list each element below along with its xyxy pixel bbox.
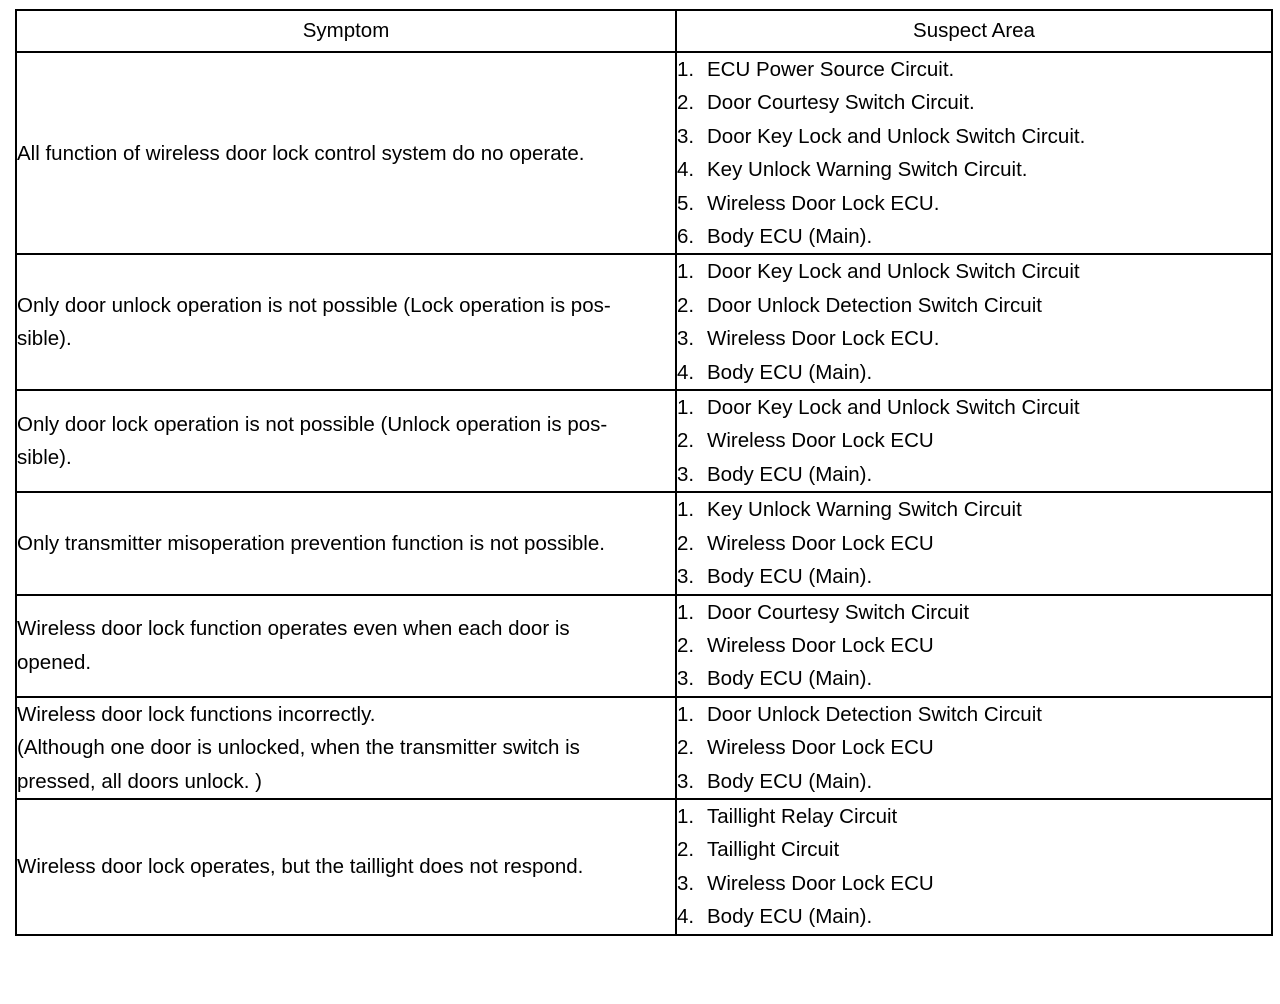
suspect-area-item xyxy=(677,765,1271,798)
table-row xyxy=(16,799,1272,935)
symptom-cell xyxy=(16,254,676,390)
table-row xyxy=(16,697,1272,799)
suspect-item-number: 1. xyxy=(677,498,695,522)
symptom-text: Only door lock operation is not possible (Unlock operation is pos- xyxy=(17,412,608,436)
suspect-item-number: 5. xyxy=(677,191,695,215)
suspect-area-item xyxy=(677,391,1271,424)
suspect-area-item xyxy=(677,458,1271,491)
suspect-item-text: Wireless Door Lock ECU xyxy=(707,633,934,657)
symptom-text: (Although one door is unlocked, when the transmitter switch is xyxy=(17,736,580,760)
symptom-cell xyxy=(16,595,676,697)
table-row xyxy=(16,492,1272,594)
suspect-item-text: Wireless Door Lock ECU xyxy=(707,429,934,453)
suspect-area-item xyxy=(677,629,1271,662)
suspect-item-number: 2. xyxy=(677,633,695,657)
suspect-item-text: Body ECU (Main). xyxy=(707,769,873,793)
suspect-area-cell xyxy=(676,52,1272,254)
problem-symptoms-table xyxy=(15,9,1273,936)
suspect-item-text: Wireless Door Lock ECU xyxy=(707,871,934,895)
suspect-area-item xyxy=(677,289,1271,322)
suspect-item-number: 1. xyxy=(677,396,695,420)
suspect-area-item xyxy=(677,424,1271,457)
symptom-column-header: Symptom xyxy=(16,10,676,52)
suspect-item-text: Taillight Relay Circuit xyxy=(707,804,898,828)
suspect-item-number: 4. xyxy=(677,360,695,384)
suspect-item-number: 2. xyxy=(677,736,695,760)
symptom-cell xyxy=(16,52,676,254)
table-row xyxy=(16,254,1272,390)
suspect-item-text: Body ECU (Main). xyxy=(707,360,873,384)
suspect-item-text: Wireless Door Lock ECU. xyxy=(707,191,940,215)
symptom-text: All function of wireless door lock control system do no operate. xyxy=(17,141,585,165)
suspect-item-text: Body ECU (Main). xyxy=(707,462,873,486)
suspect-item-number: 4. xyxy=(677,158,695,182)
symptom-text: Wireless door lock operates, but the taillight does not respond. xyxy=(17,855,584,879)
suspect-area-list xyxy=(677,53,1271,253)
suspect-area-item xyxy=(677,731,1271,764)
suspect-area-item xyxy=(677,255,1271,288)
table-body xyxy=(16,52,1272,935)
suspect-area-cell xyxy=(676,697,1272,799)
suspect-item-text: Body ECU (Main). xyxy=(707,905,873,929)
symptom-cell xyxy=(16,799,676,935)
suspect-area-item xyxy=(677,560,1271,593)
symptom-text: Wireless door lock functions incorrectly. xyxy=(17,702,376,726)
symptom-cell xyxy=(16,697,676,799)
suspect-item-number: 6. xyxy=(677,225,695,249)
suspect-item-number: 2. xyxy=(677,531,695,555)
suspect-area-item xyxy=(677,662,1271,695)
suspect-area-item xyxy=(677,833,1271,866)
suspect-area-item xyxy=(677,120,1271,153)
suspect-area-cell xyxy=(676,390,1272,492)
suspect-item-number: 3. xyxy=(677,327,695,351)
suspect-area-item xyxy=(677,493,1271,526)
suspect-item-number: 2. xyxy=(677,91,695,115)
suspect-area-item xyxy=(677,53,1271,86)
suspect-item-number: 2. xyxy=(677,293,695,317)
suspect-item-text: Door Key Lock and Unlock Switch Circuit xyxy=(707,260,1080,284)
suspect-area-item xyxy=(677,220,1271,253)
symptom-cell xyxy=(16,492,676,594)
symptom-text: sible). xyxy=(17,327,72,351)
suspect-area-cell xyxy=(676,492,1272,594)
suspect-item-text: Key Unlock Warning Switch Circuit xyxy=(707,498,1022,522)
suspect-item-text: Body ECU (Main). xyxy=(707,667,873,691)
suspect-item-number: 3. xyxy=(677,462,695,486)
suspect-item-text: Door Courtesy Switch Circuit. xyxy=(707,91,975,115)
symptom-text: Only door unlock operation is not possible (Lock operation is pos- xyxy=(17,293,611,317)
suspect-area-list xyxy=(677,255,1271,389)
suspect-area-item xyxy=(677,356,1271,389)
suspect-item-text: ECU Power Source Circuit. xyxy=(707,58,955,81)
suspect-area-item xyxy=(677,800,1271,833)
suspect-item-text: Wireless Door Lock ECU xyxy=(707,736,934,760)
symptom-cell xyxy=(16,390,676,492)
suspect-item-number: 1. xyxy=(677,702,695,726)
suspect-area-item xyxy=(677,153,1271,186)
suspect-item-number: 1. xyxy=(677,58,695,81)
suspect-item-number: 3. xyxy=(677,124,695,148)
suspect-item-text: Key Unlock Warning Switch Circuit. xyxy=(707,158,1028,182)
suspect-area-cell xyxy=(676,595,1272,697)
suspect-item-text: Body ECU (Main). xyxy=(707,565,873,589)
suspect-area-item xyxy=(677,867,1271,900)
suspect-item-number: 3. xyxy=(677,769,695,793)
suspect-area-item xyxy=(677,527,1271,560)
suspect-area-list xyxy=(677,493,1271,593)
suspect-area-list xyxy=(677,698,1271,798)
suspect-item-number: 4. xyxy=(677,905,695,929)
symptom-text: pressed, all doors unlock. ) xyxy=(17,769,262,793)
symptom-text: Only transmitter misoperation prevention function is not possible. xyxy=(17,531,605,555)
suspect-item-text: Taillight Circuit xyxy=(707,838,840,862)
table-row xyxy=(16,52,1272,254)
suspect-area-item xyxy=(677,187,1271,220)
symptom-text: sible). xyxy=(17,446,72,470)
suspect-area-cell xyxy=(676,254,1272,390)
suspect-item-text: Door Key Lock and Unlock Switch Circuit xyxy=(707,396,1080,420)
suspect-area-item xyxy=(677,86,1271,119)
suspect-item-text: Door Unlock Detection Switch Circuit xyxy=(707,293,1042,317)
suspect-item-number: 3. xyxy=(677,871,695,895)
suspect-area-list xyxy=(677,596,1271,696)
suspect-item-number: 2. xyxy=(677,838,695,862)
suspect-area-cell xyxy=(676,799,1272,935)
suspect-item-number: 1. xyxy=(677,600,695,624)
suspect-item-number: 3. xyxy=(677,565,695,589)
suspect-area-item xyxy=(677,900,1271,933)
suspect-item-text: Door Courtesy Switch Circuit xyxy=(707,600,970,624)
suspect-item-text: Body ECU (Main). xyxy=(707,225,873,249)
suspect-item-text: Wireless Door Lock ECU xyxy=(707,531,934,555)
suspect-area-item xyxy=(677,596,1271,629)
symptom-text: Wireless door lock function operates even when each door is xyxy=(17,617,570,641)
suspect-item-number: 2. xyxy=(677,429,695,453)
header-row xyxy=(16,10,1272,52)
suspect-area-column-header: Suspect Area xyxy=(676,10,1272,52)
suspect-item-text: Door Unlock Detection Switch Circuit xyxy=(707,702,1042,726)
suspect-item-number: 3. xyxy=(677,667,695,691)
suspect-item-number: 1. xyxy=(677,804,695,828)
suspect-area-list xyxy=(677,800,1271,934)
suspect-item-text: Door Key Lock and Unlock Switch Circuit. xyxy=(707,124,1086,148)
table-row xyxy=(16,390,1272,492)
suspect-area-item xyxy=(677,322,1271,355)
symptom-text: opened. xyxy=(17,650,92,674)
suspect-area-item xyxy=(677,698,1271,731)
table-row xyxy=(16,595,1272,697)
suspect-item-text: Wireless Door Lock ECU. xyxy=(707,327,940,351)
suspect-area-list xyxy=(677,391,1271,491)
suspect-item-number: 1. xyxy=(677,260,695,284)
